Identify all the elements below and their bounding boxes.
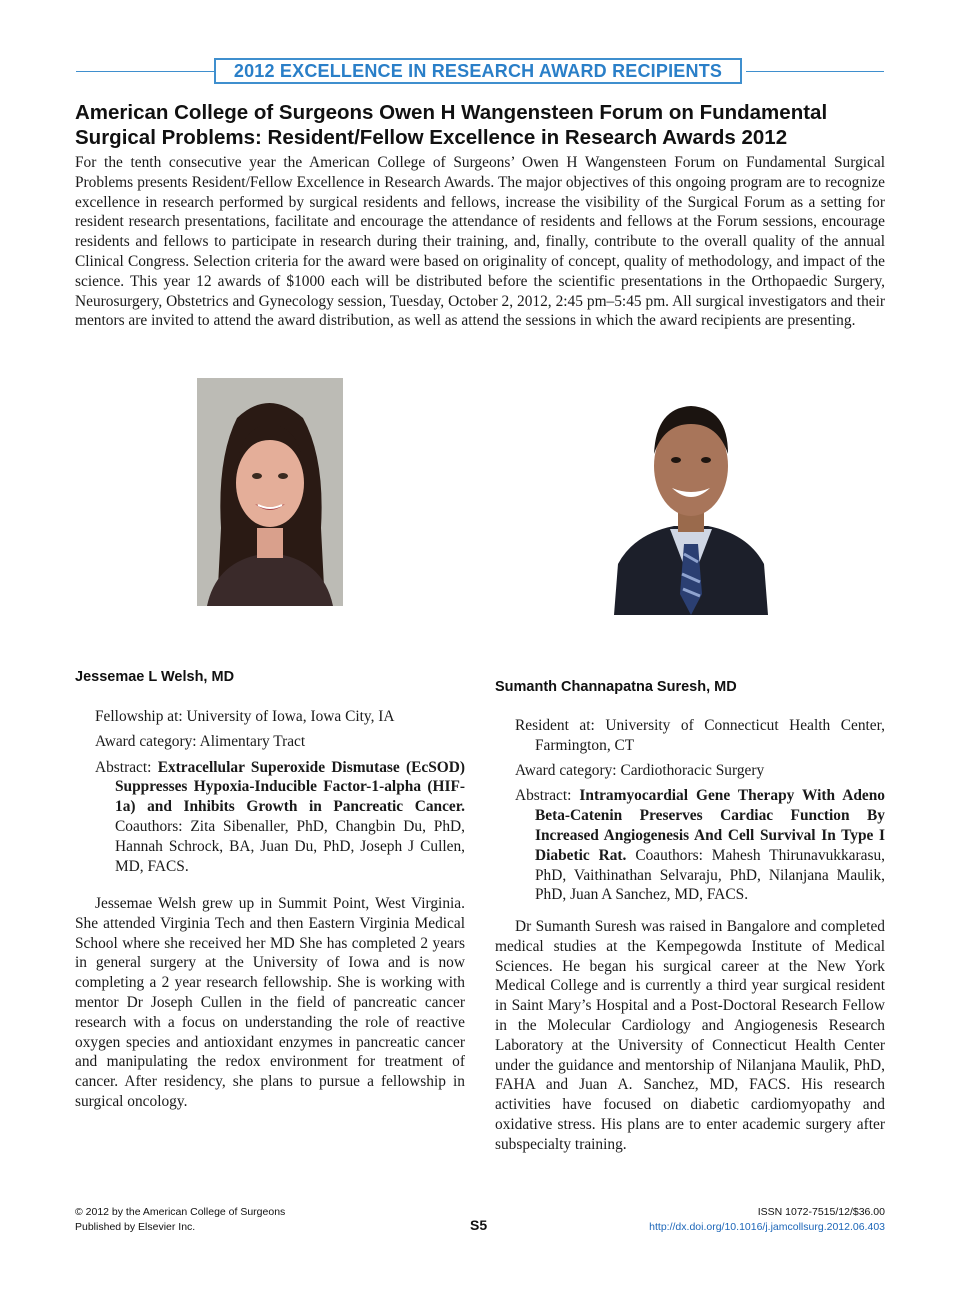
recipient-bio-2: Dr Sumanth Suresh was raised in Bangalore and completed medical studies at the Kempegowda Institute of Medical Sciences. He began his surgical career at the New York Medical College and is currently a third year surgical resident in Saint Mary’s Hospital and a Post-Doctoral Research Fellow in the Molecular Cardiology and Angiogenesis Research Laboratory at the University of Connecticut Health Center under the guidance and mentorship of Nilanjana Maulik, PhD, FAHA and Juan A. Sanchez, MD, FACS. His research activities have focused on diabetic cardiomyopathy and oxidative stress. His plans are to enter academic surgery after subspecialty training. bbox=[495, 918, 885, 1153]
position-entry bbox=[95, 707, 465, 727]
copyright-text: © 2012 by the American College of Surgeons bbox=[75, 1206, 286, 1218]
coauthors: Coauthors: Mahesh Thirunavukkarasu, PhD, Vaithinathan Selvaraju, PhD, Nilanjana Maulik, PhD, Juan A Sanchez, MD, FACS. bbox=[535, 846, 885, 904]
portrait-photo-suresh bbox=[614, 384, 768, 615]
page-number: S5 bbox=[470, 1217, 488, 1233]
banner-rule-right bbox=[746, 71, 884, 72]
banner-rule-left bbox=[76, 71, 214, 72]
abstract-entry bbox=[95, 758, 465, 877]
position-value: University of Connecticut Health Center, Farmington, CT bbox=[535, 717, 885, 754]
intro-paragraph: For the tenth consecutive year the American College of Surgeons’ Owen H Wangensteen Forum on Fundamental Surgical Problems presents Resident/Fellow Excellence in Research Awards. The major objectives of this ongoing program are to recognize excellence in research performed by surgical residents and fellows, increase the visibility of the Surgical Forum as a setting for resident research presentations, facilitate and encourage the attendance of residents and fellows at the Forum sessions, encourage residents and fellows to participate in research during their training, and, finally, contribute to the overall quality of the annual Clinical Congress. Selection criteria for the award were based on originality of concept, quality of methodology, and impact of the science. This year 12 awards of $1000 each will be distributed before the scientific presentations in the Orthopaedic Surgery, Neurosurgery, Obstetrics and Gynecology session, Tuesday, October 2, 2012, 2:45 pm–5:45 pm. All surgical investigators and their mentors are invited to attend the award distribution, as well as attend the sessions in which the award recipients are presenting. bbox=[75, 154, 885, 330]
abstract-label: Abstract: bbox=[95, 758, 152, 776]
abstract-title: Intramyocardial Gene Therapy With Adeno Beta-Catenin Preserves Cardiac Function By Increased Angiogenesis And Cell Survival In Type I Diabetic Rat. bbox=[535, 787, 885, 864]
article-title: American College of Surgeons Owen H Wangensteen Forum on Fundamental Surgical Problems: Resident/Fellow Excellence in Research Awards 2012 bbox=[75, 101, 828, 149]
category-entry bbox=[515, 761, 885, 781]
footer-right bbox=[649, 1205, 885, 1235]
recipient-bio-1: Jessemae Welsh grew up in Summit Point, West Virginia. She attended Virginia Tech and then Eastern Virginia Medical School where she received her MD She has completed 2 years in general surgery at the University of Iowa and is now completing a 2 year research fellowship. She is working with mentor Dr Joseph Cullen in the field of pancreatic cancer research with a focus on understanding the role of reactive oxygen species and antioxidant enzymes in pancreatic cancer and manipulating the redox environment for treatment of cancer. After residency, she plans to pursue a fellowship in surgical oncology. bbox=[75, 895, 465, 1110]
doi-link[interactable]: http://dx.doi.org/10.1016/j.jamcollsurg.2012.06.403 bbox=[649, 1221, 885, 1233]
category-label: Award category: bbox=[95, 733, 197, 751]
abstract-label: Abstract: bbox=[515, 787, 572, 805]
position-value: University of Iowa, Iowa City, IA bbox=[186, 708, 395, 725]
issn-text: ISSN 1072-7515/12/$36.00 bbox=[757, 1206, 885, 1218]
publisher-text: Published by Elsevier Inc. bbox=[75, 1221, 196, 1233]
category-value: Alimentary Tract bbox=[199, 733, 306, 751]
position-entry bbox=[515, 716, 885, 756]
recipient-name-1: Jessemae L Welsh, MD bbox=[75, 669, 235, 685]
recipient-details-2 bbox=[515, 716, 885, 911]
recipient-details-1 bbox=[95, 707, 465, 882]
portrait-photo-welsh bbox=[197, 378, 343, 606]
category-entry bbox=[95, 732, 465, 752]
category-label: Award category: bbox=[515, 762, 617, 780]
position-label: Fellowship at: bbox=[95, 708, 183, 725]
recipient-name-2: Sumanth Channapatna Suresh, MD bbox=[495, 679, 737, 695]
coauthors: Coauthors: Zita Sibenaller, PhD, Changbin Du, PhD, Hannah Schrock, BA, Juan Du, PhD, Joseph J Cullen, MD, FACS. bbox=[115, 817, 465, 875]
position-label: Resident at: bbox=[515, 717, 595, 734]
category-value: Cardiothoracic Surgery bbox=[620, 762, 765, 780]
abstract-title: Extracellular Superoxide Dismutase (EcSOD) Suppresses Hypoxia-Inducible Factor-1-alpha (HIF-1a) and Inhibits Growth in Pancreatic Cancer. bbox=[115, 758, 465, 816]
section-banner: 2012 EXCELLENCE IN RESEARCH AWARD RECIPIENTS bbox=[214, 58, 742, 84]
abstract-entry bbox=[515, 786, 885, 905]
footer-left bbox=[75, 1205, 285, 1235]
